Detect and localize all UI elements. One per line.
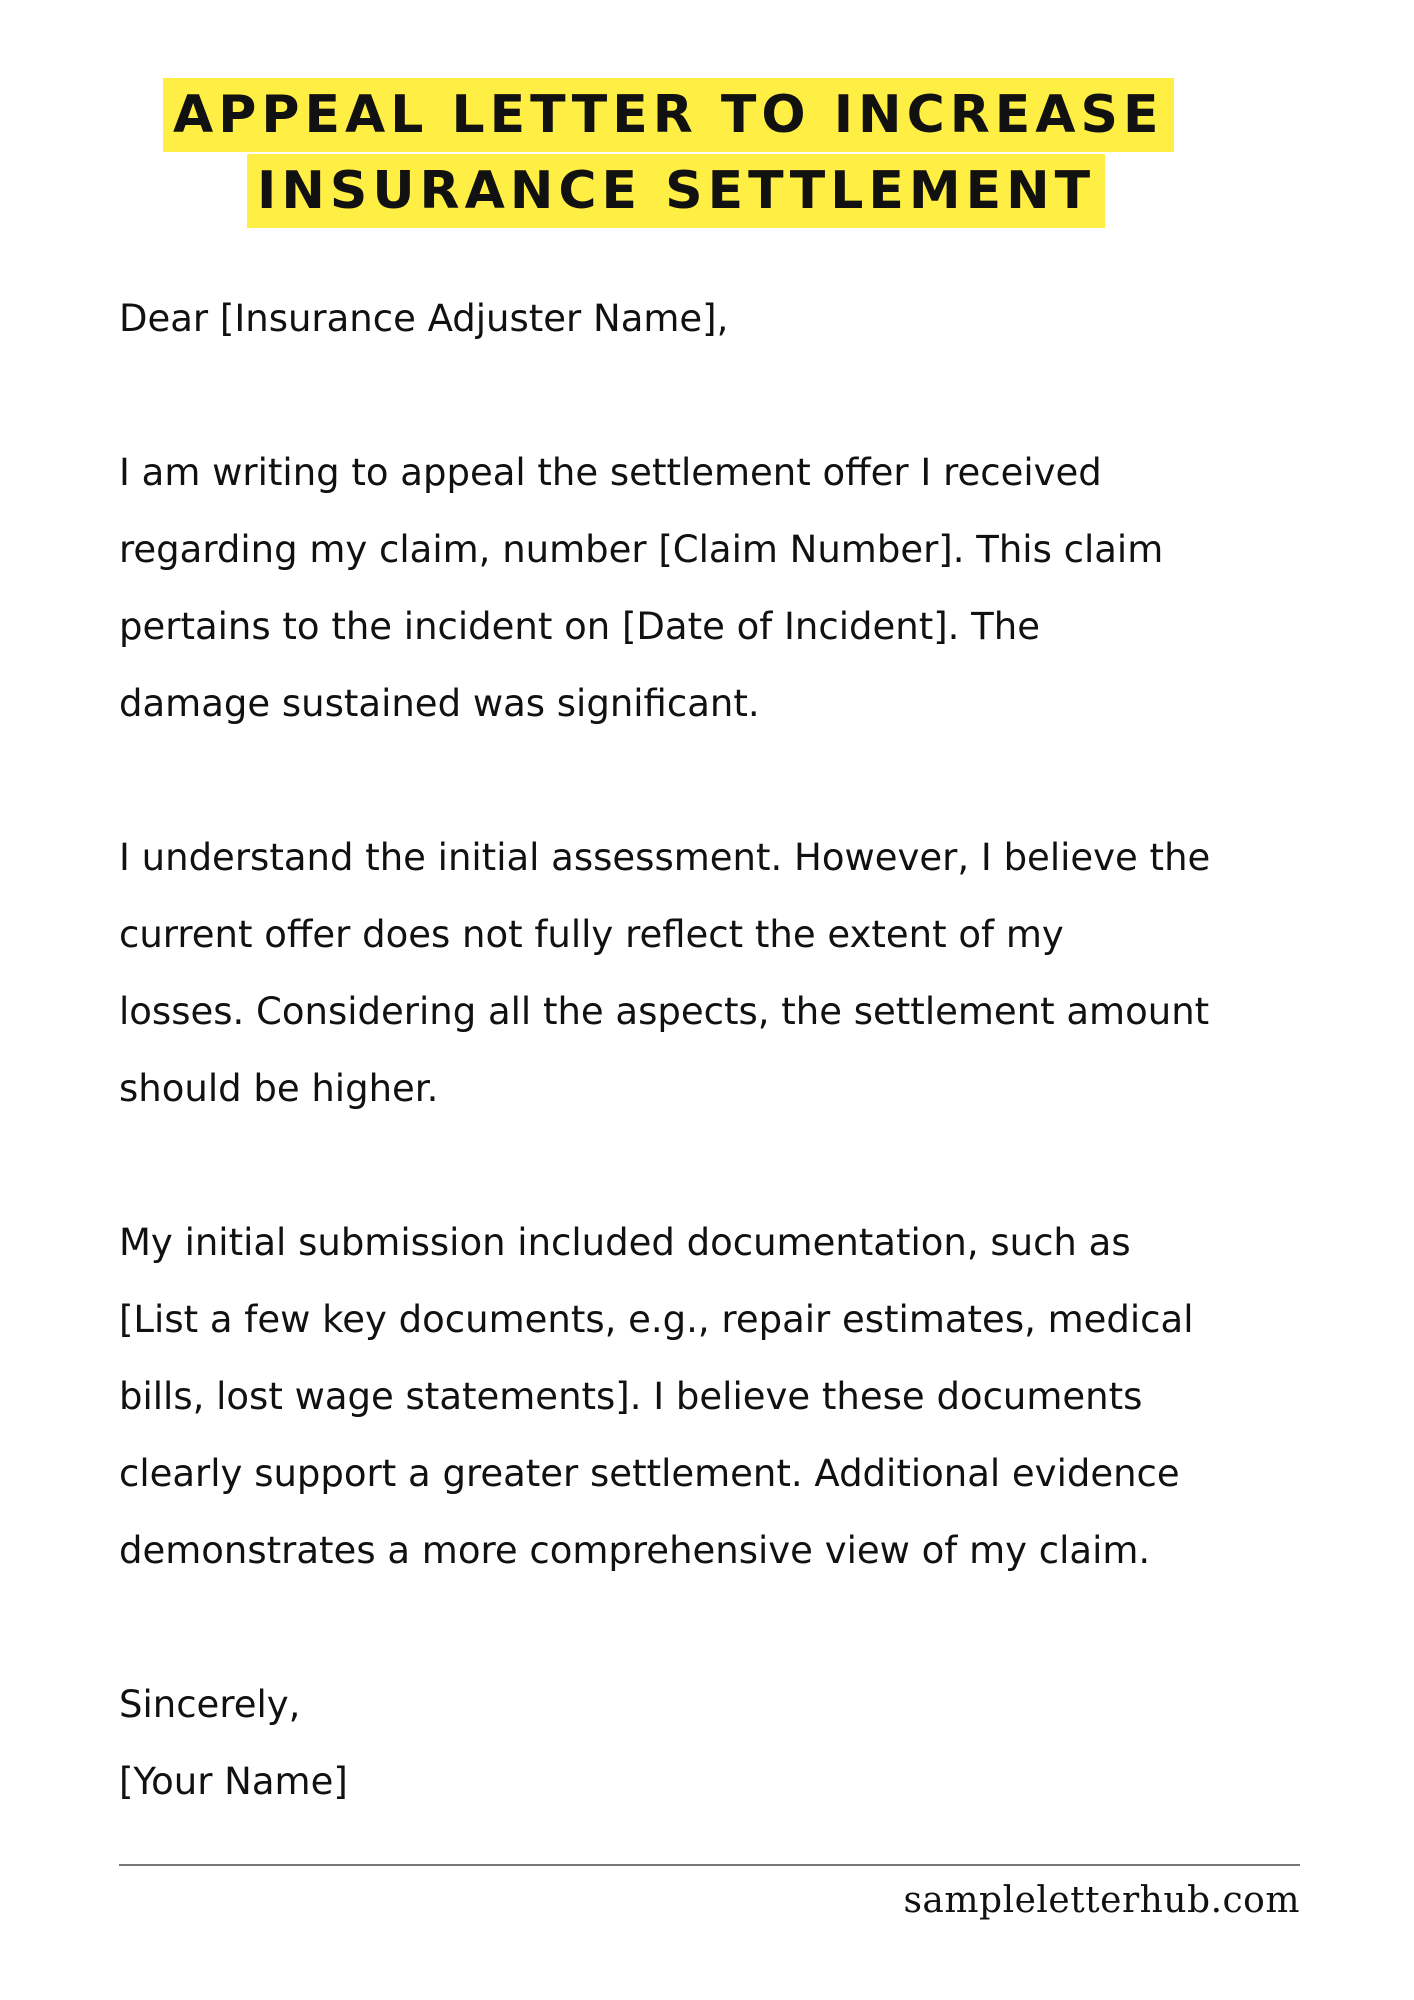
paragraph-line: clearly support a greater settlement. Additional evidence <box>119 1452 1180 1495</box>
signature: [Your Name] <box>119 1760 348 1803</box>
sign-off <box>119 1666 1359 1820</box>
paragraph-1 <box>119 434 1359 742</box>
letter-body <box>119 280 1359 1820</box>
footer-site-name: sampleletterhub.com <box>903 1880 1300 1921</box>
paragraph-line: bills, lost wage statements]. I believe these documents <box>119 1375 1143 1418</box>
paragraph-line: I understand the initial assessment. However, I believe the <box>119 836 1211 879</box>
paragraph-2 <box>119 819 1359 1127</box>
paragraph-line: damage sustained was significant. <box>119 682 760 725</box>
paragraph-line: I am writing to appeal the settlement offer I received <box>119 451 1102 494</box>
paragraph-line: demonstrates a more comprehensive view of my claim. <box>119 1529 1151 1572</box>
paragraph-line: [List a few key documents, e.g., repair estimates, medical <box>119 1298 1194 1341</box>
title-line-1: APPEAL LETTER TO INCREASE <box>163 78 1174 152</box>
paragraph-line: My initial submission included documentation, such as <box>119 1221 1131 1264</box>
paragraph-line: losses. Considering all the aspects, the settlement amount <box>119 990 1210 1033</box>
paragraph-line: regarding my claim, number [Claim Number]. This claim <box>119 528 1164 571</box>
paragraph-3 <box>119 1204 1359 1589</box>
paragraph-line: pertains to the incident on [Date of Incident]. The <box>119 605 1040 648</box>
title-line-2: INSURANCE SETTLEMENT <box>247 154 1105 228</box>
paragraph-line: current offer does not fully reflect the extent of my <box>119 913 1064 956</box>
paragraph-line: should be higher. <box>119 1067 439 1110</box>
footer-divider <box>119 1864 1300 1866</box>
salutation: Dear [Insurance Adjuster Name], <box>119 297 729 340</box>
closing: Sincerely, <box>119 1683 301 1726</box>
